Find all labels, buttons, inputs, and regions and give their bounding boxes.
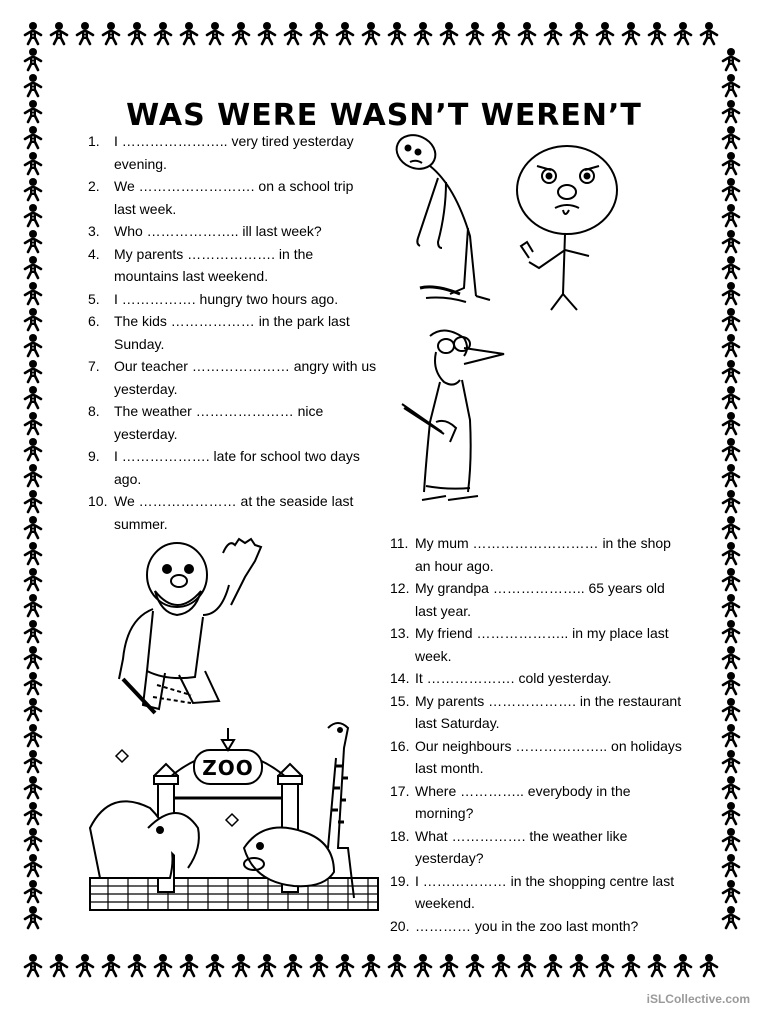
gingerbread-man-icon <box>25 880 41 902</box>
gingerbread-man-icon <box>207 22 223 44</box>
gingerbread-man-icon <box>723 152 739 174</box>
exercise-item <box>88 355 378 400</box>
exercise-number: 20. <box>390 917 410 934</box>
gingerbread-man-icon <box>545 22 561 44</box>
gingerbread-man-icon <box>25 954 41 976</box>
exercise-text: My grandpa ……………….. 65 years old last year. <box>415 580 665 619</box>
exercise-text: Our neighbours ……………….. on holidays last month. <box>415 737 682 776</box>
gingerbread-man-icon <box>25 256 41 278</box>
zoo-sign-label: ZOO <box>202 756 254 780</box>
waving-grandpa-illustration <box>105 535 265 715</box>
gingerbread-man-icon <box>441 22 457 44</box>
gingerbread-man-icon <box>467 954 483 976</box>
gingerbread-man-icon <box>25 412 41 434</box>
gingerbread-man-icon <box>129 954 145 976</box>
exercise-text: My friend ……………….. in my place last week. <box>415 625 669 664</box>
gingerbread-man-icon <box>723 334 739 356</box>
gingerbread-man-icon <box>25 802 41 824</box>
exercise-item <box>390 735 690 780</box>
gingerbread-man-icon <box>25 828 41 850</box>
exercise-number: 5. <box>88 290 100 307</box>
exercise-item <box>390 690 690 735</box>
exercise-text: Our teacher ………………… angry with us yesterday. <box>114 358 377 397</box>
gingerbread-man-icon <box>571 954 587 976</box>
gingerbread-man-icon <box>723 672 739 694</box>
gingerbread-man-icon <box>25 74 41 96</box>
exercise-item <box>88 243 378 288</box>
exercise-item <box>88 445 378 490</box>
gingerbread-man-icon <box>77 22 93 44</box>
gingerbread-man-icon <box>285 954 301 976</box>
gingerbread-man-icon <box>723 74 739 96</box>
gingerbread-man-icon <box>25 620 41 642</box>
exercise-text: I ……………… in the shopping centre last weekend. <box>415 872 675 911</box>
exercise-text: We ……………………. on a school trip last week. <box>114 178 354 217</box>
gingerbread-man-icon <box>493 954 509 976</box>
gingerbread-man-icon <box>25 204 41 226</box>
gingerbread-man-icon <box>51 22 67 44</box>
gingerbread-man-icon <box>723 230 739 252</box>
gingerbread-man-icon <box>25 48 41 70</box>
gingerbread-man-icon <box>723 360 739 382</box>
exercise-text: I ………………….. very tired yesterday evening. <box>114 133 354 172</box>
gingerbread-man-icon <box>441 954 457 976</box>
gingerbread-man-icon <box>723 828 739 850</box>
exercise-item <box>88 400 378 445</box>
gingerbread-man-icon <box>25 542 41 564</box>
exercise-list-left <box>88 130 378 535</box>
gingerbread-man-icon <box>25 698 41 720</box>
gingerbread-man-icon <box>77 954 93 976</box>
exercise-number: 1. <box>88 133 100 149</box>
exercise-text: My parents ………………. in the mountains last weekend. <box>114 245 314 284</box>
gingerbread-man-icon <box>25 568 41 590</box>
gingerbread-man-icon <box>25 178 41 200</box>
gingerbread-man-icon <box>285 22 301 44</box>
exercise-item <box>88 310 378 355</box>
gingerbread-man-icon <box>233 22 249 44</box>
gingerbread-man-icon <box>415 22 431 44</box>
gingerbread-man-icon <box>675 22 691 44</box>
gingerbread-man-icon <box>597 22 613 44</box>
exercise-number: 18. <box>390 827 410 844</box>
gingerbread-man-icon <box>389 22 405 44</box>
gingerbread-man-icon <box>25 22 41 44</box>
gingerbread-man-icon <box>129 22 145 44</box>
gingerbread-man-icon <box>25 594 41 616</box>
gingerbread-man-icon <box>723 178 739 200</box>
exercise-text: The weather ………………… nice yesterday. <box>114 403 324 442</box>
gingerbread-man-icon <box>519 954 535 976</box>
gingerbread-man-icon <box>723 464 739 486</box>
gingerbread-man-icon <box>25 646 41 668</box>
gingerbread-man-icon <box>571 22 587 44</box>
exercise-number: 16. <box>390 737 410 754</box>
exercise-item <box>390 825 690 870</box>
gingerbread-man-icon <box>723 646 739 668</box>
exercise-item <box>390 667 690 690</box>
exercise-item <box>390 577 690 622</box>
gingerbread-man-icon <box>103 954 119 976</box>
gingerbread-man-icon <box>723 412 739 434</box>
gingerbread-man-icon <box>723 542 739 564</box>
gingerbread-man-icon <box>25 516 41 538</box>
gingerbread-man-icon <box>25 854 41 876</box>
gingerbread-man-icon <box>25 152 41 174</box>
gingerbread-man-icon <box>545 954 561 976</box>
gingerbread-man-icon <box>701 22 717 44</box>
gingerbread-man-icon <box>337 22 353 44</box>
gingerbread-man-icon <box>25 438 41 460</box>
exercise-number: 2. <box>88 178 100 194</box>
gingerbread-man-icon <box>675 954 691 976</box>
gingerbread-man-icon <box>311 22 327 44</box>
worksheet-title: WAS WERE WASN’T WEREN’T <box>126 98 642 134</box>
angry-teacher-illustration <box>392 322 512 510</box>
gingerbread-man-icon <box>25 750 41 772</box>
exercise-text: My parents ………………. in the restaurant last Saturday. <box>415 692 682 731</box>
gingerbread-man-icon <box>103 22 119 44</box>
exercise-text: I ………………. late for school two days ago. <box>114 448 360 487</box>
exercise-number: 13. <box>390 625 410 641</box>
exercise-item <box>390 780 690 825</box>
gingerbread-man-icon <box>723 438 739 460</box>
exercise-item <box>390 870 690 915</box>
exercise-number: 19. <box>390 872 410 889</box>
gingerbread-man-icon <box>389 954 405 976</box>
gingerbread-man-icon <box>259 22 275 44</box>
gingerbread-man-icon <box>337 954 353 976</box>
exercise-number: 12. <box>390 580 410 596</box>
gingerbread-man-icon <box>181 954 197 976</box>
tired-stick-figure-illustration <box>390 128 500 308</box>
gingerbread-man-icon <box>723 724 739 746</box>
exercise-item <box>88 288 378 311</box>
exercise-number: 10. <box>88 493 108 509</box>
exercise-text: It ………………. cold yesterday. <box>415 670 612 686</box>
gingerbread-man-icon <box>51 954 67 976</box>
gingerbread-man-icon <box>233 954 249 976</box>
gingerbread-man-icon <box>207 954 223 976</box>
gingerbread-man-icon <box>25 282 41 304</box>
exercise-text: What ……………. the weather like yesterday? <box>415 827 628 866</box>
gingerbread-man-icon <box>701 954 717 976</box>
gingerbread-man-icon <box>649 22 665 44</box>
gingerbread-man-icon <box>25 386 41 408</box>
exercise-list-right <box>390 532 690 937</box>
gingerbread-man-icon <box>623 954 639 976</box>
exercise-item <box>390 532 690 577</box>
exercise-text: My mum ……………………… in the shop an hour ago. <box>415 535 671 574</box>
gingerbread-man-icon <box>467 22 483 44</box>
exercise-number: 14. <box>390 670 410 686</box>
gingerbread-man-icon <box>25 672 41 694</box>
gingerbread-man-icon <box>723 776 739 798</box>
gingerbread-man-icon <box>723 906 739 928</box>
exercise-text: Who ……………….. ill last week? <box>114 223 322 239</box>
gingerbread-man-icon <box>363 22 379 44</box>
gingerbread-man-icon <box>363 954 379 976</box>
exercise-item <box>390 622 690 667</box>
exercise-number: 4. <box>88 245 100 262</box>
gingerbread-man-icon <box>25 360 41 382</box>
gingerbread-man-icon <box>25 334 41 356</box>
gingerbread-man-icon <box>723 802 739 824</box>
exercise-number: 9. <box>88 448 100 464</box>
gingerbread-man-icon <box>723 256 739 278</box>
gingerbread-man-icon <box>597 954 613 976</box>
exercise-item <box>88 130 378 175</box>
exercise-item <box>88 175 378 220</box>
exercise-text: Where ………….. everybody in the morning? <box>415 782 631 821</box>
gingerbread-man-icon <box>623 22 639 44</box>
gingerbread-man-icon <box>723 854 739 876</box>
gingerbread-man-icon <box>723 282 739 304</box>
gingerbread-man-icon <box>723 568 739 590</box>
gingerbread-man-icon <box>155 954 171 976</box>
gingerbread-man-icon <box>415 954 431 976</box>
gingerbread-man-icon <box>25 230 41 252</box>
exercise-number: 11. <box>390 535 409 551</box>
site-watermark: iSLCollective.com <box>646 992 750 1006</box>
exercise-text: I ……………. hungry two hours ago. <box>114 290 339 307</box>
gingerbread-man-icon <box>25 776 41 798</box>
gingerbread-man-icon <box>311 954 327 976</box>
gingerbread-man-icon <box>723 750 739 772</box>
gingerbread-man-icon <box>25 724 41 746</box>
gingerbread-man-icon <box>723 204 739 226</box>
gingerbread-man-icon <box>723 308 739 330</box>
exercise-number: 6. <box>88 313 100 329</box>
gingerbread-man-icon <box>25 906 41 928</box>
exercise-item <box>88 490 378 535</box>
gingerbread-man-icon <box>723 386 739 408</box>
exercise-number: 3. <box>88 223 100 239</box>
exercise-number: 8. <box>88 403 100 419</box>
gingerbread-man-icon <box>25 464 41 486</box>
gingerbread-man-icon <box>723 48 739 70</box>
exercise-text: We ………………… at the seaside last summer. <box>114 493 354 532</box>
gingerbread-man-icon <box>723 490 739 512</box>
exercise-text: The kids ……………… in the park last Sunday. <box>114 313 350 352</box>
exercise-item <box>390 915 690 938</box>
exercise-item <box>88 220 378 243</box>
gingerbread-man-icon <box>723 594 739 616</box>
sick-face-figure-illustration <box>505 140 635 315</box>
gingerbread-man-icon <box>181 22 197 44</box>
exercise-number: 15. <box>390 692 410 709</box>
gingerbread-man-icon <box>723 516 739 538</box>
gingerbread-man-icon <box>25 490 41 512</box>
gingerbread-man-icon <box>25 308 41 330</box>
gingerbread-man-icon <box>493 22 509 44</box>
exercise-number: 17. <box>390 782 410 799</box>
gingerbread-man-icon <box>259 954 275 976</box>
gingerbread-man-icon <box>723 880 739 902</box>
gingerbread-man-icon <box>723 698 739 720</box>
gingerbread-man-icon <box>649 954 665 976</box>
gingerbread-man-icon <box>155 22 171 44</box>
zoo-scene-illustration <box>88 718 380 913</box>
gingerbread-man-icon <box>723 620 739 642</box>
exercise-number: 7. <box>88 358 100 374</box>
gingerbread-man-icon <box>519 22 535 44</box>
exercise-text: ………… you in the zoo last month? <box>415 917 639 934</box>
